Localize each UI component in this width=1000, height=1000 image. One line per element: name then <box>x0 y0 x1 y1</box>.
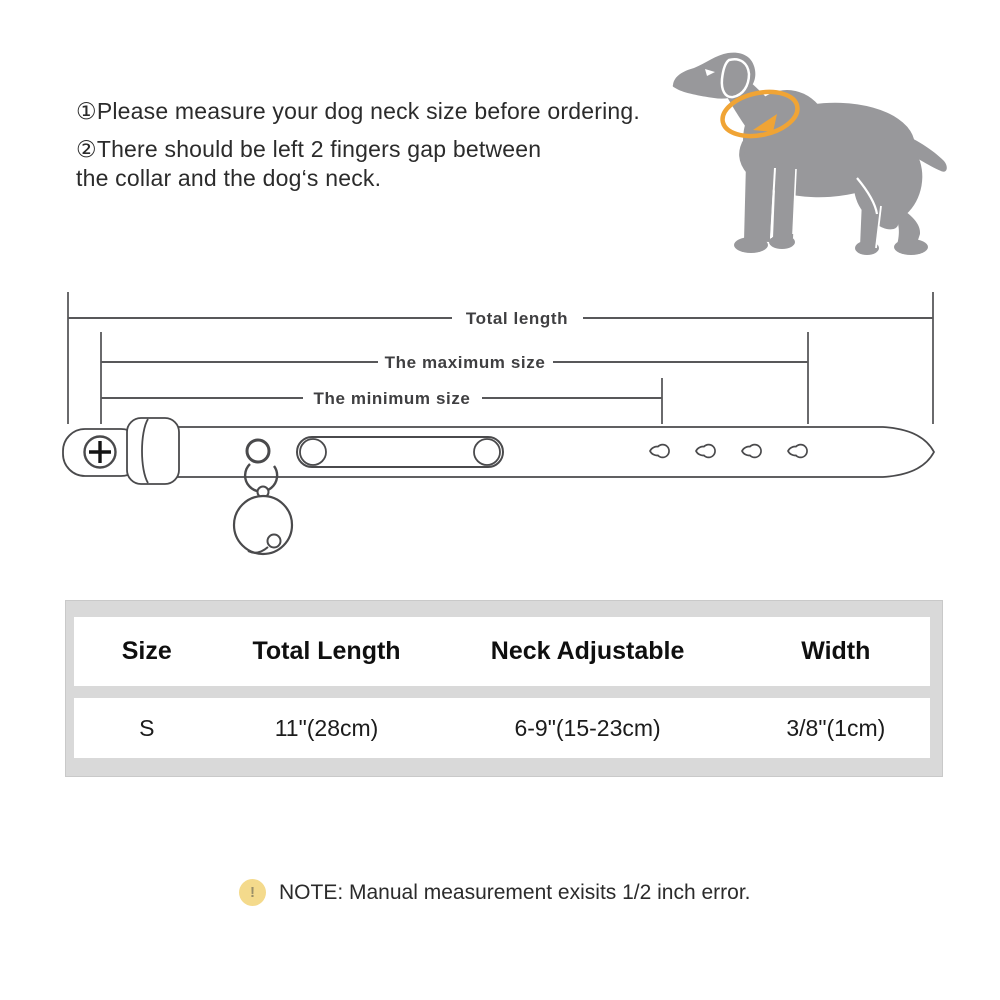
warning-icon-glyph: ! <box>250 884 255 901</box>
note-row <box>239 879 751 906</box>
collar-keeper <box>127 418 179 484</box>
total-length-label: Total length <box>465 309 569 328</box>
size-table <box>65 600 943 777</box>
warning-icon <box>239 879 266 906</box>
collar-slot <box>297 437 503 467</box>
header-neck-adjustable: Neck Adjustable <box>490 637 685 665</box>
header-total-length: Total Length <box>252 637 401 665</box>
bell-icon <box>234 496 292 554</box>
maximum-size-label: The maximum size <box>384 353 546 372</box>
header-size: Size <box>121 637 172 665</box>
cell-size: S <box>139 714 155 741</box>
cell-total-length: 11"(28cm) <box>274 714 379 741</box>
header-width: Width <box>801 637 871 665</box>
minimum-size-label: The minimum size <box>313 389 471 408</box>
size-table-data-row <box>74 698 930 758</box>
cell-width: 3/8"(1cm) <box>786 714 886 741</box>
instruction-line-1: ①Please measure your dog neck size before ordering. <box>76 98 640 124</box>
size-table-header-row <box>74 617 930 686</box>
collar-band <box>140 427 934 477</box>
note-text: NOTE: Manual measurement exisits 1/2 inch error. <box>279 880 751 904</box>
instruction-line-3: the collar and the dog‘s neck. <box>76 165 382 191</box>
collar-drawing <box>63 418 934 554</box>
cell-neck-adjustable: 6-9"(15-23cm) <box>514 714 661 741</box>
instruction-line-2: ②There should be left 2 fingers gap between <box>76 136 542 162</box>
